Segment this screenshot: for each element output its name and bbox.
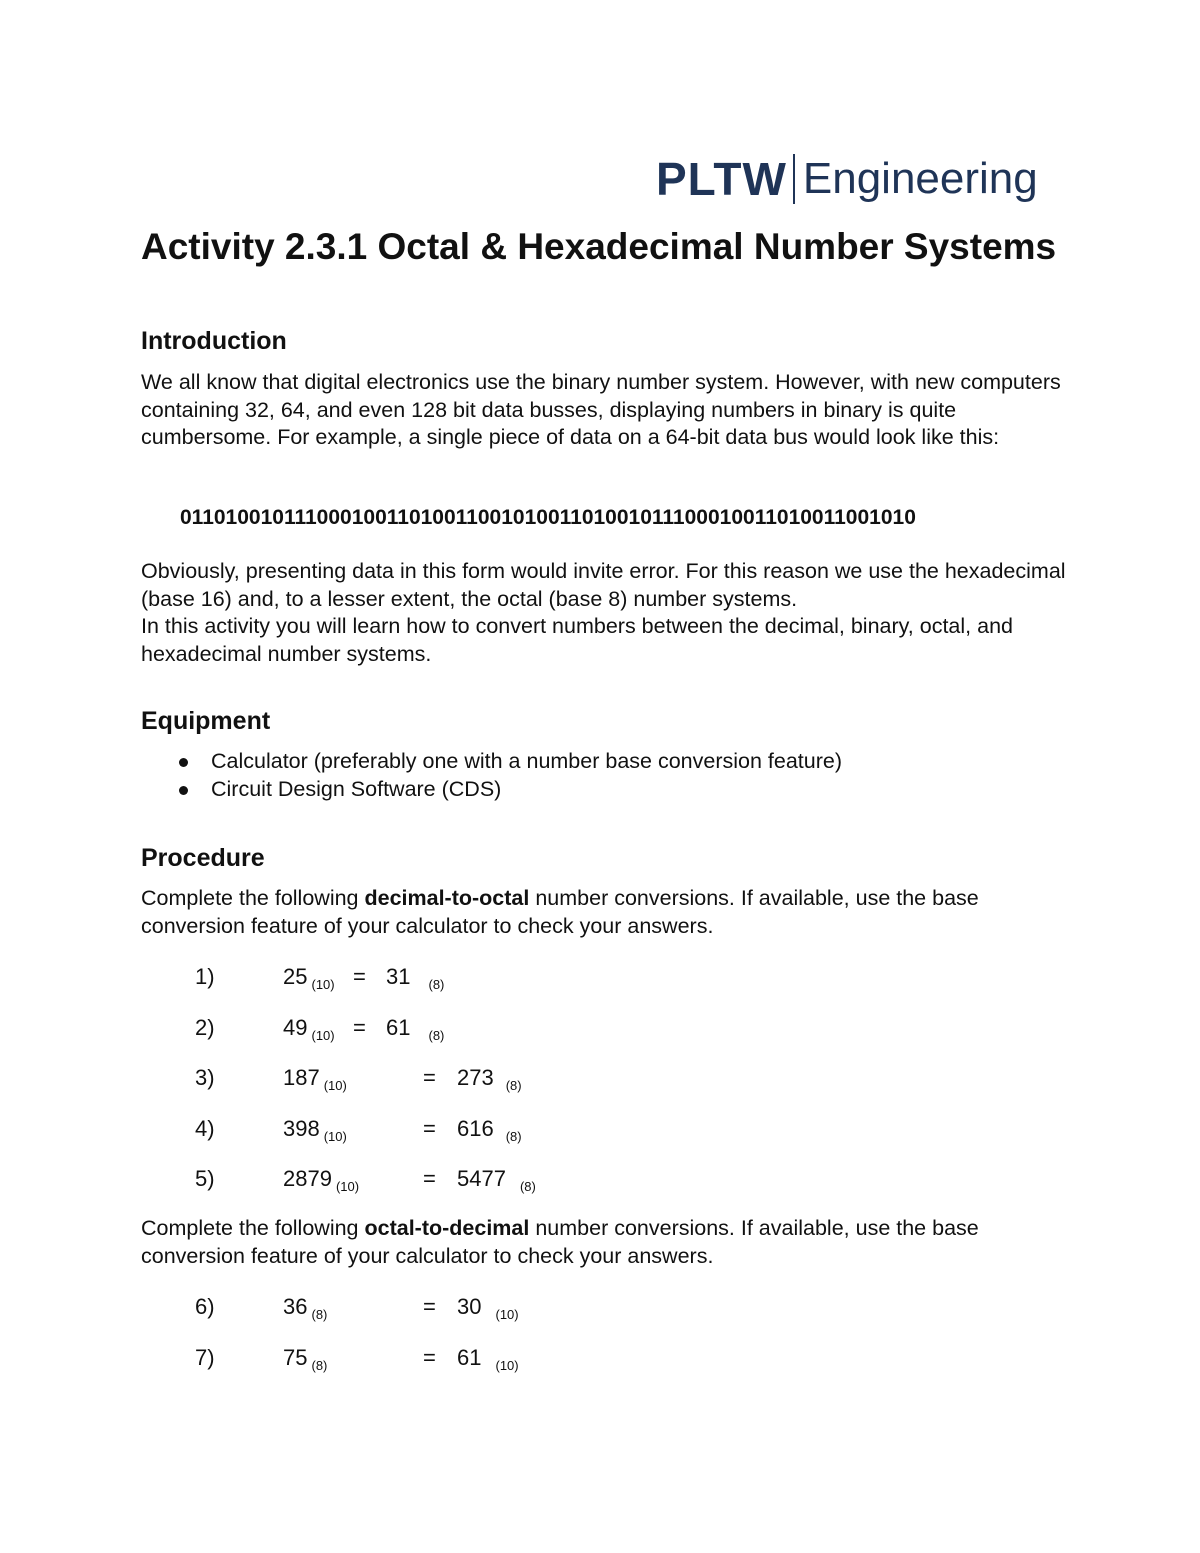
bullet-icon	[179, 786, 188, 795]
equipment-list	[175, 748, 842, 803]
bullet-icon	[179, 758, 188, 767]
equipment-item: Calculator (preferably one with a number base conversion feature)	[175, 748, 842, 776]
page-title: Activity 2.3.1 Octal & Hexadecimal Number Systems	[141, 226, 1057, 267]
logo-divider	[793, 154, 795, 204]
introduction-paragraph-2: Obviously, presenting data in this form would invite error. For this reason we use the hexadecimal (base 16) and, to a lesser extent, the octal (base 8) number systems.	[141, 559, 1066, 611]
logo-brand: PLTW	[656, 153, 787, 205]
logo-subtitle: Engineering	[802, 154, 1038, 203]
pltw-logo	[656, 150, 1038, 208]
equipment-heading: Equipment	[141, 707, 271, 735]
introduction-paragraph: We all know that digital electronics use the binary number system. However, with new computers containing 32, 64, and even 128 bit data busses, displaying numbers in binary is quite cumbersome. For example, a single piece of data on a 64-bit data bus would look like this:	[141, 370, 1061, 449]
procedure-heading: Procedure	[141, 844, 265, 872]
introduction-paragraph-3: In this activity you will learn how to convert numbers between the decimal, binary, octal, and hexadecimal number systems.	[141, 614, 1013, 666]
procedure-instructions-1: Complete the following decimal-to-octal number conversions. If available, use the base conversion feature of your calculator to check your answers.	[141, 886, 979, 938]
binary-example: 0110100101110001001101001100101001101001011100010011010011001010	[180, 506, 916, 529]
document-page: PLTW Engineering Activity 2.3.1 Octal & Hexadecimal Number Systems Introduction We all know that digital electronics use the binary number system. However, with new computers containing 32, 64, and even 128 bit data busses, displaying numbers in binary is quite cumbersome. For example, a single piece of data on a 64-bit data bus would look like this: 0110100101110001001101001100101001101001011100010011010011001010 Obviously, presenting data in this form would invite error. For this reason we use the hexadecimal (base 16) and, to a lesser extent, the octal (base 8) number systems. In this activity you will learn how to convert numbers between the decimal, binary, octal, and hexadecimal number systems. Equipment Calculator (preferably one with a number base conversion feature) Circuit Design Software (CDS) Procedure Complete the following decimal-to-octal number conversions. If available, use the base conversion feature of your calculator to check your answers. 1) 25 $_{(10)}$ = 31 $_{(8)}$ 2) 49 $_{(10)}$ = 61 $_{(8)}$ 3) 187 $_{(10)}$ = 273 $_{(8)}$ 4) 398 $_{(10)}$ = 616 $_{(8)}$ 5) 2879 $_{(10)}$ = 5477 $_{(8)}$ Complete the following octal-to-decimal number conversions. If available, use the base conversion feature of your calculator to check your answers. 6) 36 $_{(8)}$ = 30 $_{(10)}$ 7) 75 $_{(8)}$ = 61 $_{(10)}$	[0, 0, 1200, 1553]
introduction-heading: Introduction	[141, 327, 287, 355]
equipment-item: Circuit Design Software (CDS)	[175, 776, 842, 804]
procedure-instructions-2: Complete the following octal-to-decimal number conversions. If available, use the base conversion feature of your calculator to check your answers.	[141, 1216, 979, 1268]
